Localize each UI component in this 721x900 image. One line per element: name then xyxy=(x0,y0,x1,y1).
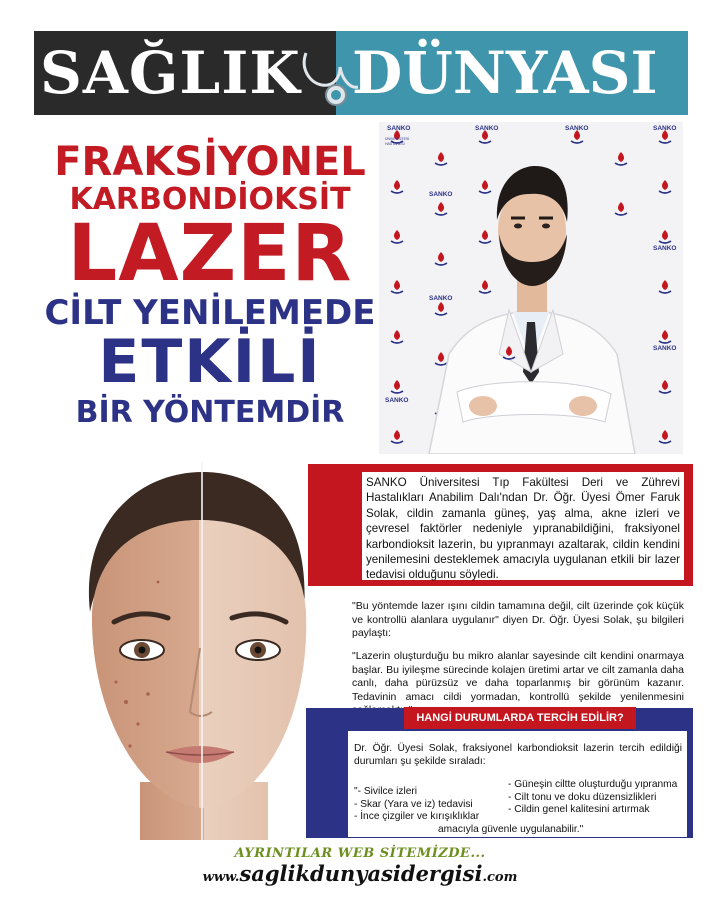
backdrop-logo-text: SANKO xyxy=(475,125,499,132)
list-item: - İnce çizgiler ve kırışıklıklar xyxy=(354,811,480,823)
list-ending: amacıyla güvenle uygulanabilir." xyxy=(438,824,584,835)
footer-url-suffix: .com xyxy=(482,870,518,885)
backdrop-logo-text: SANKO xyxy=(653,125,677,132)
list-item: - Cilt tonu ve doku düzensizlikleri xyxy=(508,791,657,803)
list-item: - Cildin genel kalitesini artırmak xyxy=(508,804,650,816)
headline-line-6: BİR YÖNTEMDİR xyxy=(75,395,345,430)
headline-line-2: KARBONDİOKSİT xyxy=(69,182,351,217)
headline-line-4: CİLT YENİLEMEDE xyxy=(44,293,376,333)
list-item: - Güneşin ciltte oluşturduğu yıpranma xyxy=(508,779,678,790)
backdrop-logo-text: SANKO xyxy=(565,125,589,132)
masthead-title-right: DÜNYASI xyxy=(352,39,658,107)
list-intro: Dr. Öğr. Üyesi Solak, fraksiyonel karbondioksit lazerin tercih edildiği durumları şu şekilde sıraladı: xyxy=(354,743,682,767)
footer-website-link[interactable] xyxy=(150,861,570,886)
headline-line-5: ETKİLİ xyxy=(98,327,322,397)
list-item: "- Sivilce izleri xyxy=(354,786,418,797)
backdrop-logo-subtext2: HASTANESİ xyxy=(385,142,405,146)
footer-note: AYRINTILAR WEB SİTEMİZDE... xyxy=(234,846,486,861)
stethoscope-icon xyxy=(296,49,376,109)
footer-url-main: saglikdunyasidergisi xyxy=(239,861,483,886)
doctor-photo xyxy=(379,122,683,454)
indication-list-left xyxy=(354,786,514,824)
article-quote-2: "Lazerin oluşturduğu bu mikro alanlar sayesinde cilt kendini onarmaya başlar. Bu iyileşme sürecinde kolajen üretimi artar ve cilt zamanla daha canlı, daha pürüzsüz ve daha toparlanmış bir görünüm kazanır. Tedavinin amacı cildi yormadan, kontrollü şekilde yenilenmesini xyxy=(352,650,684,703)
backdrop-logo-text: SANKO xyxy=(429,295,453,302)
backdrop-logo-text: SANKO xyxy=(387,125,411,132)
doctor-photo-illustration xyxy=(379,122,683,454)
section-heading: HANGİ DURUMLARDA TERCİH EDİLİR? xyxy=(404,707,636,729)
backdrop-logo-text: SANKO xyxy=(653,245,677,252)
headline-line-3: LAZER xyxy=(67,209,353,299)
face-before-after-image xyxy=(30,462,330,840)
backdrop-logo-text: SANKO xyxy=(653,345,677,352)
footer-url-prefix: www. xyxy=(202,870,240,885)
list-item: - Skar (Yara ve iz) tedavisi xyxy=(354,798,473,810)
backdrop-logo-subtext: ÜNİVERSİTESİ xyxy=(385,137,410,141)
masthead xyxy=(34,31,688,115)
headline-line-1: FRAKSİYONEL xyxy=(54,139,366,185)
article-quote-1: "Bu yöntemde lazer ışını cildin tamamına değil, cilt üzerinde çok küçük ve kontrollü alanlara uygulanır" diyen Dr. Öğr. Üyesi Solak, şu bilgileri paylaştı: xyxy=(352,600,684,640)
face-illustration xyxy=(30,462,330,840)
backdrop-logo-text: SANKO xyxy=(429,191,453,198)
masthead-title-left: SAĞLIK xyxy=(40,39,301,107)
indication-list-right xyxy=(508,779,688,817)
article-intro: SANKO Üniversitesi Tıp Fakültesi Deri ve Zührevi Hastalıkları Anabilim Dalı'ndan Dr. Öğr. Üyesi Ömer Faruk Solak, cildin zamanla güneş, yaş alma, akne izleri ve çevresel faktörler nedeniyle yıpranabildiğini, fraksiyonel karbondioksit lazerin, bu yıpranmayı azaltarak, cildin kendini yenilemesini desteklemek amacıyla uygulanan etkili bir lazer tedavisi olduğunu söyledi. xyxy=(366,476,680,582)
backdrop-logo-text: SANKO xyxy=(385,397,409,404)
